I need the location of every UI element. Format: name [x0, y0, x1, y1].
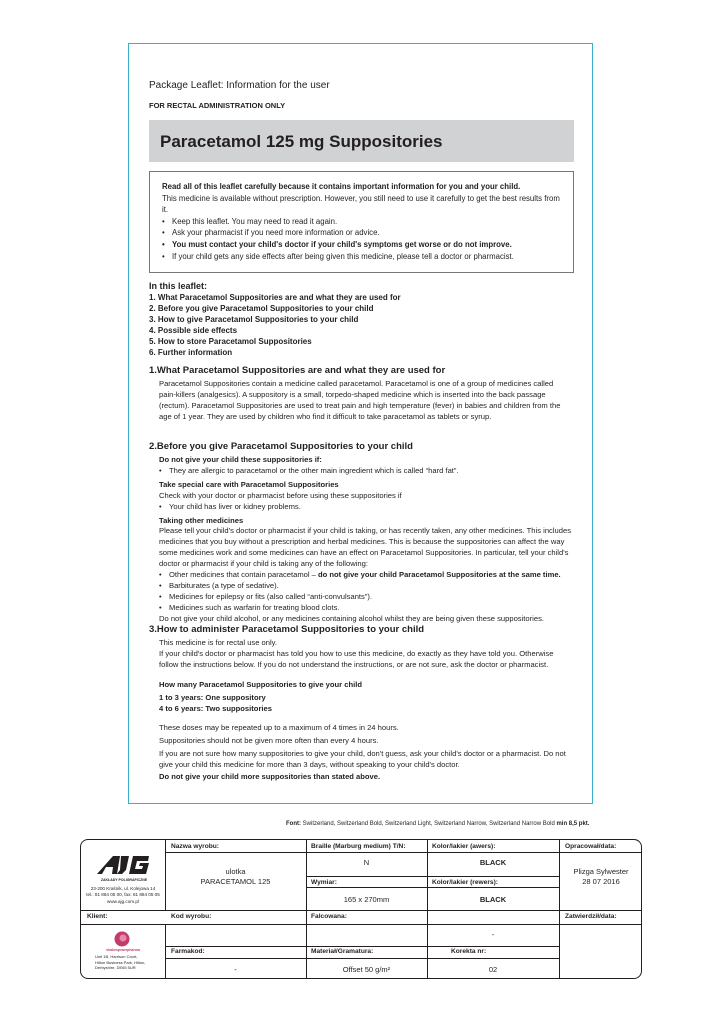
- grid-line: [559, 852, 642, 853]
- grid-line: [559, 840, 560, 979]
- prepared-by-value: [559, 867, 642, 887]
- dose-uncertain-text: If you are not sure how many suppositories to give your child, don't guess, ask your child's doctor or a pharmacist. Do not give your child this medicine for more than 3 days, without speaking to your child's doctor.: [159, 749, 566, 770]
- special-care-text: Check with your doctor or pharmacist before using these suppositories if: [159, 490, 402, 500]
- company-address: [81, 886, 165, 905]
- pharmacode-value: -: [234, 965, 237, 974]
- client-address: [95, 954, 145, 971]
- grid-line: [165, 852, 559, 853]
- section-3-heading: 3.How to administer Paracetamol Suppositories to your child: [149, 624, 425, 635]
- other-medicines-heading: Taking other medicines: [159, 515, 244, 525]
- warning-bullet: • Ask your pharmacist if you need more information or advice.: [162, 227, 563, 239]
- client-label: Klient:: [87, 913, 108, 920]
- front-colour-value: BLACK: [479, 858, 507, 867]
- grid-line: [81, 924, 641, 925]
- dimensions-value: 165 x 270mm: [343, 895, 390, 904]
- product-name-label: Nazwa wyrobu:: [171, 843, 219, 850]
- grid-line: [306, 876, 559, 877]
- front-colour-label: Kolor/lakier (awers):: [432, 843, 496, 850]
- approved-by-label: Zatwierdził/data:: [565, 913, 617, 920]
- client-address-line: Derbyshire, DE65 5UR: [95, 965, 136, 971]
- client-brand: shakespearepharma: [106, 948, 140, 952]
- section-2-heading: 2.Before you give Paracetamol Suppositories to your child: [149, 441, 413, 452]
- dose-limit-warning: Do not give your child more suppositories than stated above.: [159, 772, 381, 782]
- other-medicines-text: Please tell your child's doctor or pharmacist if your child is taking, or has recently taken, any other medicines. This includes medicines that you buy without a prescription and herbal medicines. This is because the suppositories can affect the way some medicines work and some medicines can have an effect on Paracetamol Suppositories. In particular, tell your child's doctor or pharmacist if your child is taking any of the following:: [159, 526, 571, 569]
- toc-item: 3. How to give Paracetamol Suppositories to your child: [149, 315, 359, 324]
- warning-box: [149, 171, 574, 273]
- warning-intro-bold: Read all of this leaflet carefully because it contains important information for you and your child.: [162, 182, 521, 191]
- product-name-line: PARACETAMOL 125: [200, 877, 271, 886]
- other-medicines-bullet: [159, 570, 573, 581]
- leaflet-label: Package Leaflet: Information for the user: [149, 80, 330, 91]
- product-name-line: ulotka: [225, 867, 246, 876]
- company-address-line: tel.: 81 884 05 00, fax: 81 884 05 05: [86, 892, 160, 898]
- material-value: Offset 50 g/m²: [342, 965, 391, 974]
- rectal-use-text: This medicine is for rectal use only.: [159, 638, 278, 647]
- not-give-bullet: • They are allergic to paracetamol or the other main ingredient which is called “hard fat”.: [159, 466, 573, 477]
- back-colour-label: Kolor/lakier (rewers):: [432, 879, 498, 886]
- table-of-contents: [149, 280, 401, 358]
- not-give-heading: Do not give your child these suppositories if:: [159, 455, 322, 464]
- ajg-logo: [93, 852, 153, 878]
- folded-value: -: [491, 930, 495, 939]
- font-spec: [286, 821, 589, 827]
- prepared-by-date: 28 07 2016: [582, 877, 620, 886]
- section-3-body: [159, 638, 573, 783]
- toc-item: 6. Further information: [149, 348, 233, 357]
- folded-label: Falcowana:: [311, 913, 347, 920]
- toc-heading: In this leaflet:: [149, 281, 208, 291]
- toc-item: 5. How to store Paracetamol Suppositories: [149, 337, 312, 346]
- instructions-text: If your child's doctor or pharmacist has told you how to use this medicine, do exactly as they have told you. Otherwise follow the instructions below. If you do not understand the instructions, or are not sure, ask the doctor or pharmacist.: [159, 648, 554, 669]
- other-medicines-bullet: • Medicines such as warfarin for treating blood clots.: [159, 603, 573, 614]
- section-1-heading: 1.What Paracetamol Suppositories are and what they are used for: [149, 365, 446, 376]
- product-title: Paracetamol 125 mg Suppositories: [160, 132, 443, 151]
- bullet-text-bold: do not give your child Paracetamol Suppositories at the same time.: [318, 570, 561, 580]
- route-of-administration: FOR RECTAL ADMINISTRATION ONLY: [149, 101, 286, 110]
- font-spec-list: Switzerland, Switzerland Bold, Switzerland Light, Switzerland Narrow, Switzerland Narrow Bold: [301, 821, 557, 827]
- warning-bullet: • You must contact your child's doctor if your child's symptoms get worse or do not improve.: [162, 239, 563, 251]
- material-label: Materiał/Gramatura:: [311, 948, 374, 955]
- special-care-heading: Take special care with Paracetamol Suppositories: [159, 479, 339, 489]
- section-2-body: [159, 455, 573, 625]
- product-name-value: [165, 867, 306, 887]
- dose-4-6-years: 4 to 6 years: Two suppositories: [159, 703, 272, 713]
- braille-label: Braille (Marburg medium) T/N:: [311, 843, 406, 850]
- prepared-by-name: Plizga Sylwester: [573, 867, 629, 876]
- warning-bullet: • Keep this leaflet. You may need to read it again.: [162, 216, 563, 228]
- toc-item: 2. Before you give Paracetamol Suppositories to your child: [149, 304, 374, 313]
- pharmacode-label: Farmakod:: [171, 948, 205, 955]
- title-band: [149, 120, 574, 162]
- company-subtitle: ZAKŁADY POLIGRAFICZNE: [100, 878, 148, 882]
- back-colour-value: BLACK: [479, 895, 507, 904]
- dimensions-label: Wymiar:: [311, 879, 337, 886]
- font-spec-min: min 8,5 pkt.: [556, 821, 590, 827]
- dose-1-3-years: 1 to 3 years: One suppository: [159, 692, 266, 702]
- company-address-line: 23-200 Kraśnik, ul. Kolejowa 14: [90, 886, 156, 891]
- prepared-by-label: Opracował/data:: [565, 843, 617, 850]
- grid-line: [165, 958, 559, 959]
- dose-repeat-text: These doses may be repeated up to a maximum of 4 times in 24 hours.: [159, 723, 399, 733]
- toc-item: 1. What Paracetamol Suppositories are and what they are used for: [149, 293, 401, 302]
- grid-line: [165, 946, 559, 947]
- braille-value: N: [363, 858, 370, 867]
- print-approval-form: [80, 839, 642, 979]
- client-logo-icon: [114, 931, 130, 947]
- grid-line: [81, 910, 641, 911]
- dose-interval-text: Suppositories should not be given more often than every 4 hours.: [159, 736, 379, 746]
- company-website: www.ajg.com.pl: [107, 898, 139, 904]
- client-address-line: Unit 1B, Harrison Court,: [95, 954, 138, 959]
- grid-line: [306, 887, 559, 888]
- client-address-line: Hilton Business Park, Hilton,: [95, 959, 146, 965]
- dose-heading: How many Paracetamol Suppositories to give your child: [159, 679, 362, 689]
- product-code-label: Kod wyrobu:: [171, 913, 212, 920]
- correction-label: Korekta nr:: [451, 948, 487, 955]
- alcohol-warning: Do not give your child alcohol, or any medicines containing alcohol whilst they are being given these suppositories.: [159, 613, 544, 623]
- warning-intro: This medicine is available without prescription. However, you still need to use it carefully to get the best results from it.: [162, 193, 560, 215]
- section-1-text: Paracetamol Suppositories contain a medicine called paracetamol. Paracetamol is one of a group of medicines called pain-killers (analgesics). A suppository is a small, torpedo-shaped medicine which is inserted into the back passage (rectum). Paracetamol Suppositories are used to treat pain and high temperature (fever) in babies and children from the age of 1 year. They are used by children who find it difficult to take paracetamol as tablets or syrup.: [159, 379, 561, 421]
- correction-value: 02: [488, 965, 498, 974]
- other-medicines-bullet: • Medicines for epilepsy or fits (also called “anti-convulsants”).: [159, 592, 573, 603]
- toc-item: 4. Possible side effects: [149, 326, 238, 335]
- special-care-bullet: • Your child has liver or kidney problems.: [159, 502, 573, 513]
- other-medicines-bullet: • Barbiturates (a type of sedative).: [159, 581, 573, 592]
- bullet-text: Other medicines that contain paracetamol –: [169, 570, 319, 580]
- warning-bullet: • If your child gets any side effects after being given this medicine, please tell a doctor or pharmacist.: [162, 251, 563, 263]
- font-spec-label: Font:: [286, 821, 301, 827]
